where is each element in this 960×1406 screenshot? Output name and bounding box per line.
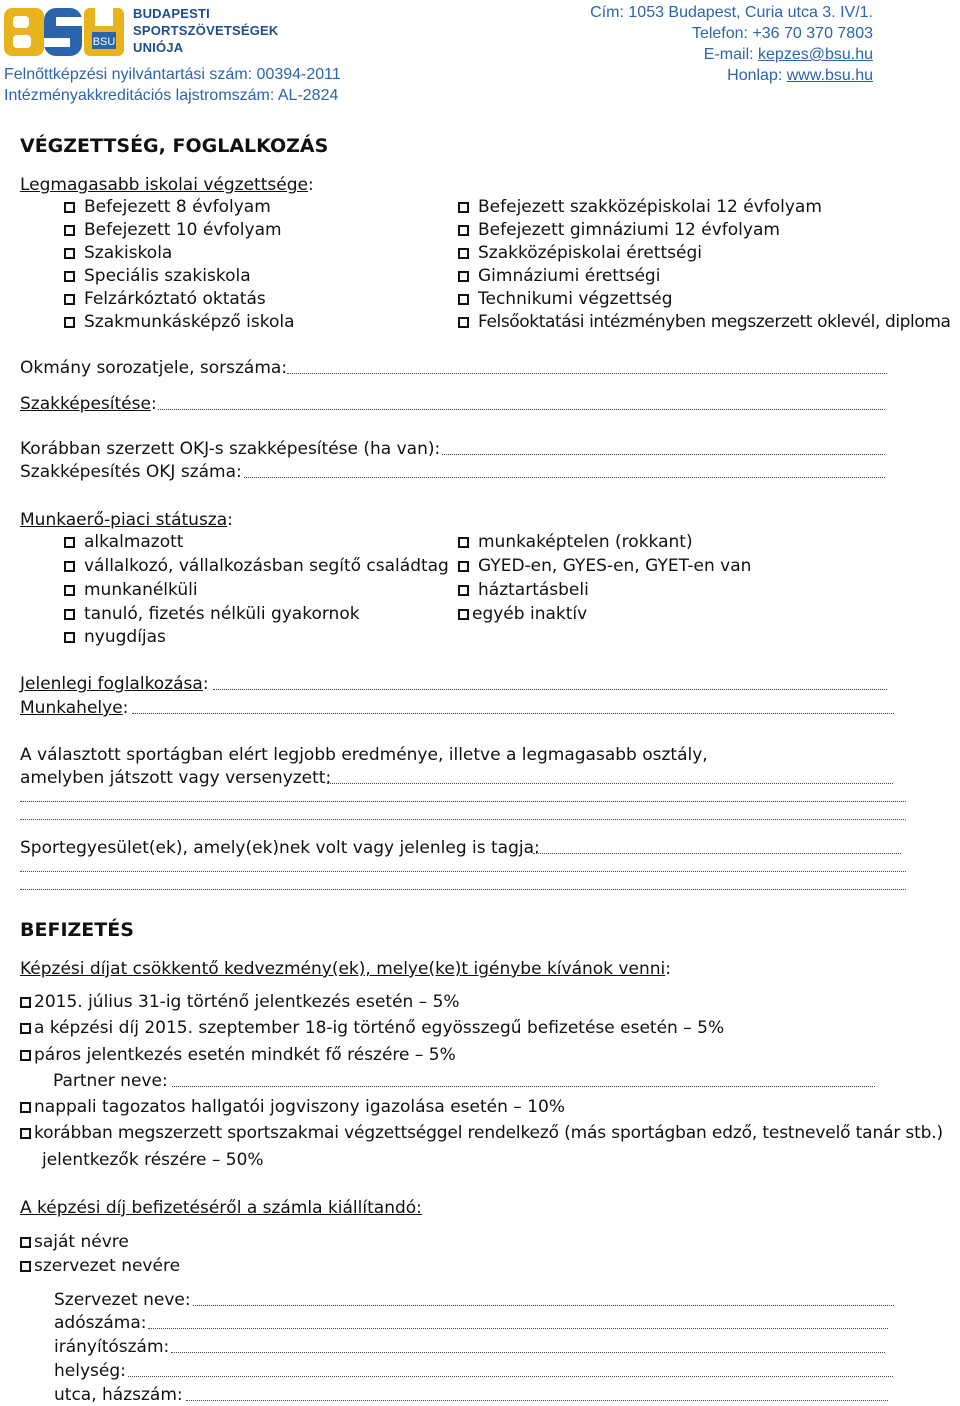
registration-number: Felnőttképzési nyilvántartási szám: 00394-2011 [4, 66, 341, 83]
education-option[interactable] [458, 242, 702, 264]
email-link[interactable]: kepzes@bsu.hu [758, 46, 873, 63]
checkbox-icon[interactable] [458, 317, 469, 328]
option-label: Befejezett 8 évfolyam [84, 197, 271, 217]
education-option[interactable] [64, 265, 251, 287]
option-label: a képzési díj 2015. szeptember 18-ig történő egyösszegű befizetése esetén – 5% [34, 1018, 725, 1038]
option-label: GYED-en, GYES-en, GYET-en van [478, 556, 752, 576]
education-option[interactable] [64, 219, 282, 241]
discount-option[interactable] [20, 1096, 565, 1118]
sport-result-field-line[interactable] [20, 819, 906, 820]
sport-result-field[interactable] [327, 783, 893, 784]
option-label: munkanélküli [84, 580, 198, 600]
discount-question-text: Képzési díjat csökkentő kedvezmény(ek), melye(ke)t igénybe kívánok venni [20, 959, 666, 979]
education-option[interactable] [64, 311, 294, 333]
option-label: Szakközépiskolai érettségi [478, 243, 702, 263]
org-name-label: Szervezet neve: [54, 1290, 191, 1310]
labor-option[interactable] [64, 626, 166, 648]
discount-option[interactable] [20, 1044, 456, 1066]
logo-emblem-text: BSU [92, 36, 116, 48]
discount-option[interactable] [20, 1017, 724, 1039]
option-label: 2015. július 31-ig történő jelentkezés esetén – 5% [34, 992, 460, 1012]
checkbox-icon[interactable] [64, 609, 75, 620]
labor-option[interactable] [64, 579, 198, 601]
option-label: vállalkozó, vállalkozásban segítő családtag [84, 556, 449, 576]
checkbox-icon[interactable] [458, 202, 469, 213]
labor-option[interactable] [64, 531, 183, 553]
education-option[interactable] [458, 219, 780, 241]
payment-heading: BEFIZETÉS [20, 919, 134, 941]
option-label: Felsőoktatási intézményben megszerzett oklevél, diploma [478, 312, 951, 332]
checkbox-icon[interactable] [64, 317, 75, 328]
checkbox-icon[interactable] [20, 1102, 31, 1113]
invoice-option[interactable] [20, 1255, 180, 1277]
option-label: tanuló, fizetés nélküli gyakornok [84, 604, 360, 624]
checkbox-icon[interactable] [458, 294, 469, 305]
org-zip-field[interactable] [171, 1352, 885, 1353]
sport-clubs-field-line[interactable] [20, 889, 906, 890]
option-label: Felzárkóztató oktatás [84, 289, 266, 309]
option-label: Befejezett szakközépiskolai 12 évfolyam [478, 197, 822, 217]
sport-clubs-field[interactable] [533, 853, 901, 854]
okj-previous-field[interactable] [442, 454, 885, 455]
labor-option[interactable] [458, 555, 751, 577]
invoice-question-text: A képzési díj befizetéséről a számla kiállítandó: [20, 1198, 422, 1218]
occupation-label-text: Jelenlegi foglalkozása [20, 674, 203, 694]
option-label: Speciális szakiskola [84, 266, 251, 286]
org-tax-label: adószáma: [54, 1313, 147, 1333]
option-label: egyéb inaktív [472, 604, 588, 624]
checkbox-icon[interactable] [20, 1050, 31, 1061]
org-zip-label: irányítószám: [54, 1337, 170, 1357]
education-option[interactable] [64, 288, 266, 310]
option-label: Szakiskola [84, 243, 173, 263]
option-label: páros jelentkezés esetén mindkét fő részére – 5% [34, 1045, 456, 1065]
checkbox-icon[interactable] [64, 561, 75, 572]
education-option[interactable] [458, 196, 822, 218]
checkbox-icon[interactable] [458, 248, 469, 259]
option-label: Befejezett 10 évfolyam [84, 220, 282, 240]
checkbox-icon[interactable] [64, 585, 75, 596]
accreditation-number: Intézményakkreditációs lajstromszám: AL-2824 [4, 87, 339, 104]
checkbox-icon[interactable] [64, 202, 75, 213]
website-link[interactable]: www.bsu.hu [786, 67, 873, 84]
logo-text-line: SPORTSZÖVETSÉGEK [133, 23, 279, 38]
bsu-logo [4, 5, 130, 65]
discount-option[interactable] [20, 991, 460, 1013]
checkbox-icon[interactable] [64, 537, 75, 548]
labor-option[interactable] [458, 603, 587, 625]
labor-option[interactable] [458, 531, 693, 553]
qualification-label: Szakképesítése: [20, 394, 157, 414]
education-option[interactable] [64, 196, 271, 218]
org-city-label: helység: [54, 1361, 126, 1381]
occupation-field[interactable] [213, 689, 887, 690]
sport-result-label-line1: A választott sportágban elért legjobb eredménye, illetve a legmagasabb osztály, [20, 745, 708, 765]
checkbox-icon[interactable] [458, 609, 469, 620]
okj-number-field[interactable] [244, 477, 885, 478]
labor-option[interactable] [64, 555, 449, 577]
checkbox-icon[interactable] [64, 271, 75, 282]
document-number-field[interactable] [287, 373, 887, 374]
education-heading: VÉGZETTSÉG, FOGLALKOZÁS [20, 135, 329, 157]
option-label: nyugdíjas [84, 627, 166, 647]
org-street-field[interactable] [186, 1400, 888, 1401]
checkbox-icon[interactable] [64, 248, 75, 259]
option-label: Szakmunkásképző iskola [84, 312, 295, 332]
sport-result-label-line2: amelyben játszott vagy versenyzett: [20, 768, 332, 788]
okj-number-label: Szakképesítés OKJ száma: [20, 462, 242, 482]
workplace-label-text: Munkahelye [20, 698, 123, 718]
workplace-label: Munkahelye: [20, 698, 129, 718]
education-option[interactable] [458, 265, 660, 287]
email-line [704, 45, 873, 65]
discount-question: Képzési díjat csökkentő kedvezmény(ek), melye(ke)t igénybe kívánok venni: [20, 959, 671, 979]
checkbox-icon[interactable] [64, 632, 75, 643]
labor-status-question-text: Munkaerő-piaci státusza [20, 510, 228, 530]
checkbox-icon[interactable] [64, 294, 75, 305]
sport-clubs-field-line[interactable] [20, 871, 906, 872]
logo-text-line: UNIÓJA [133, 40, 184, 55]
education-question-text: Legmagasabb iskolai végzettsége [20, 175, 308, 195]
checkbox-icon[interactable] [458, 225, 469, 236]
okj-previous-label: Korábban szerzett OKJ-s szakképesítése (ha van): [20, 439, 441, 459]
discount-option-continuation: jelentkezők részére – 50% [42, 1150, 264, 1170]
checkbox-icon[interactable] [458, 537, 469, 548]
org-tax-field[interactable] [148, 1328, 888, 1329]
option-label: Gimnáziumi érettségi [478, 266, 661, 286]
org-name-field[interactable] [193, 1305, 894, 1306]
option-label: saját névre [34, 1232, 129, 1252]
option-label: háztartásbeli [478, 580, 589, 600]
option-label: nappali tagozatos hallgatói jogviszony igazolása esetén – 10% [34, 1097, 565, 1117]
checkbox-icon[interactable] [20, 1023, 31, 1034]
website-line [727, 66, 873, 86]
education-question: Legmagasabb iskolai végzettsége: [20, 175, 314, 195]
address: Cím: 1053 Budapest, Curia utca 3. IV/1. [590, 4, 873, 21]
qualification-field[interactable] [158, 409, 885, 410]
labor-status-question: Munkaerő-piaci státusza: [20, 510, 233, 530]
checkbox-icon[interactable] [458, 585, 469, 596]
labor-option[interactable] [64, 603, 360, 625]
sport-clubs-label: Sportegyesület(ek), amely(ek)nek volt vagy jelenleg is tagja: [20, 838, 540, 858]
checkbox-icon[interactable] [458, 561, 469, 572]
education-option[interactable] [458, 311, 951, 333]
qualification-label-text: Szakképesítése [20, 394, 151, 414]
email-label: E-mail: [703, 46, 759, 63]
education-option[interactable] [64, 242, 172, 264]
invoice-question [20, 1197, 422, 1219]
logo-text [133, 5, 279, 56]
checkbox-icon[interactable] [20, 997, 31, 1008]
labor-option[interactable] [458, 579, 589, 601]
discount-option[interactable] [20, 1122, 943, 1144]
option-label: munkaképtelen (rokkant) [478, 532, 693, 552]
website-label: Honlap: [727, 67, 787, 84]
occupation-label: Jelenlegi foglalkozása: [20, 674, 209, 694]
workplace-field[interactable] [132, 713, 894, 714]
partner-field[interactable] [172, 1086, 875, 1087]
checkbox-icon[interactable] [20, 1261, 31, 1272]
checkbox-icon[interactable] [64, 225, 75, 236]
checkbox-icon[interactable] [20, 1237, 31, 1248]
option-label: Technikumi végzettség [478, 289, 673, 309]
document-number-label: Okmány sorozatjele, sorszáma: [20, 358, 288, 378]
option-label: Befejezett gimnáziumi 12 évfolyam [478, 220, 780, 240]
checkbox-icon[interactable] [458, 271, 469, 282]
partner-label: Partner neve: [53, 1071, 168, 1091]
option-label: korábban megszerzett sportszakmai végzettséggel rendelkező (más sportágban edző, testnevelő tanár stb.) [34, 1123, 944, 1143]
org-city-field[interactable] [128, 1376, 893, 1377]
option-label: szervezet nevére [34, 1256, 181, 1276]
org-street-label: utca, házszám: [54, 1385, 183, 1405]
option-label: alkalmazott [84, 532, 184, 552]
sport-result-field-line[interactable] [20, 801, 906, 802]
invoice-option[interactable] [20, 1231, 129, 1253]
phone: Telefon: +36 70 370 7803 [691, 25, 873, 42]
checkbox-icon[interactable] [20, 1128, 31, 1139]
logo-text-line: BUDAPESTI [133, 6, 210, 21]
education-option[interactable] [458, 288, 673, 310]
